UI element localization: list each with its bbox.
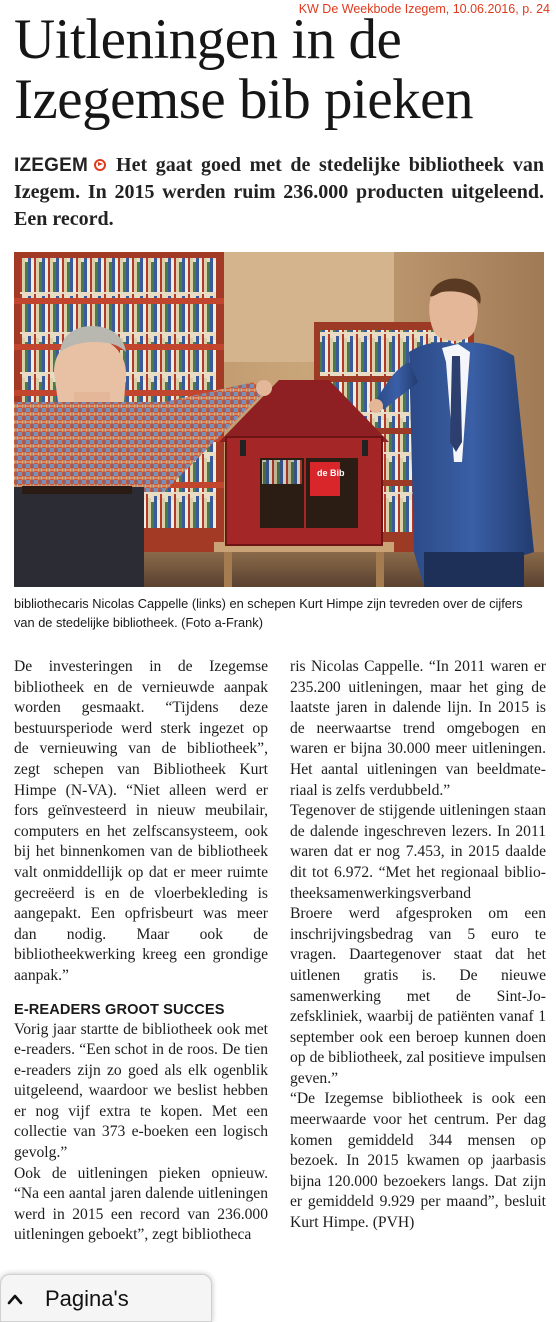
article-column-left (14, 657, 268, 1246)
source-line: KW De Weekbode Izegem, 10.06.2016, p. 24 (298, 2, 550, 16)
dateline-place: IZEGEM (14, 155, 89, 176)
body-paragraph: Vorig jaar startte de bibliotheek ook met e-readers. “Een schot in de roos. De tien e-readers zijn zo goed als elk ogenblik uitgeleend, waardoor we beslist hebben er nog vijf extra te kopen. Met een collectie van 373 e-boeken een logisch gevolg.” (14, 1020, 268, 1162)
article-photo (14, 252, 544, 587)
body-paragraph: ris Nicolas Cappelle. “In 2011 waren er 235.200 uitleningen, maar het ging de laatste jaren in dalende lijn. In 2015 is de neerwaartse trend omgebogen en waren er bijna 30.000 meer uitleningen. Het aantal uitleningen van beeldmateriaal is zelfs verdubbeld.” (290, 658, 546, 799)
play-arrow-icon (94, 159, 106, 171)
body-paragraph: Tegenover de stijgende uitleningen staan de dalende ingeschreven lezers. In 2011 waren dat er nog 7.453, in 2015 daalde dit tot 6.972. “Met het regionaal bibliotheeksamenwerkingsverband (290, 802, 546, 902)
pages-button-label: Pagina's (45, 1286, 129, 1311)
article-column-right (290, 657, 546, 1234)
body-paragraph: “De Izegemse bibliotheek is ook een meerwaarde voor het centrum. Per dag komen gemiddeld 344 mensen op bezoek. In 2015 kwamen op jaarbasis bijna 120.000 bezoekers langs. Dat zijn er gemiddeld 9.929 per maand”, besluit Kurt Himpe. (PVH) (290, 1090, 546, 1232)
body-paragraph: Broere werd afgesproken om een inschrijvingsbedrag van 5 euro te vragen. Daartegenover staat dat het uitlenen gratis is. De nieuwe samenwerking met de Sint-Jozefskliniek, waarbij de patiënten vanaf 1 september ook een beroep kunnen doen op de bibliotheek, zal positieve impulsen geven.” (290, 905, 546, 1087)
body-paragraph: Ook de uitleningen pieken opnieuw. “Na een aantal jaren dalende uitleningen werd in 2015 een record van 236.000 uitleningen geboekt”, zegt bibliotheca (14, 1164, 268, 1244)
sign-text-de-bib: de Bib (317, 468, 345, 478)
body-paragraph: De investeringen in de Izegemse bibliotheek en de vernieuwde aanpak worden gesmaakt. “Tijdens deze bestuursperiode werd sterk ingezet op de vernieuwing van de bibliotheek”, zegt schepen van Bibliotheek Kurt Himpe (N-VA). “Niet alleen werd er fors geïnvesteerd in nieuw meubilair, computers en het zelfscansysteem, ook bij het binnenkomen van de bibliotheek valt onmiddellijk op dat er meer ruimte gecreëerd is en de vloerbekleding is aangepakt. Een opfrisbeurt was meer dan nodig. Maar ook de bibliotheekwerking kreeg een grondige aanpak.” (14, 658, 268, 984)
lead-text: Het gaat goed met de stedelijke bibliotheek van Izegem. In 2015 werden ruim 236.000 producten uitgeleend. Een record. (14, 154, 544, 230)
subheading: E-READERS GROOT SUCCES (14, 1001, 225, 1018)
pages-button[interactable] (0, 1274, 212, 1322)
headline: Uitleningen in de Izegemse bib pieken (14, 8, 473, 131)
lead-paragraph (14, 152, 544, 233)
photo-caption: bibliothecaris Nicolas Cappelle (links) en schepen Kurt Himpe zijn tevreden over de cijfers van de stedelijke bibliotheek. (Foto a-Frank) (14, 596, 523, 630)
chevron-up-icon (7, 1291, 23, 1307)
